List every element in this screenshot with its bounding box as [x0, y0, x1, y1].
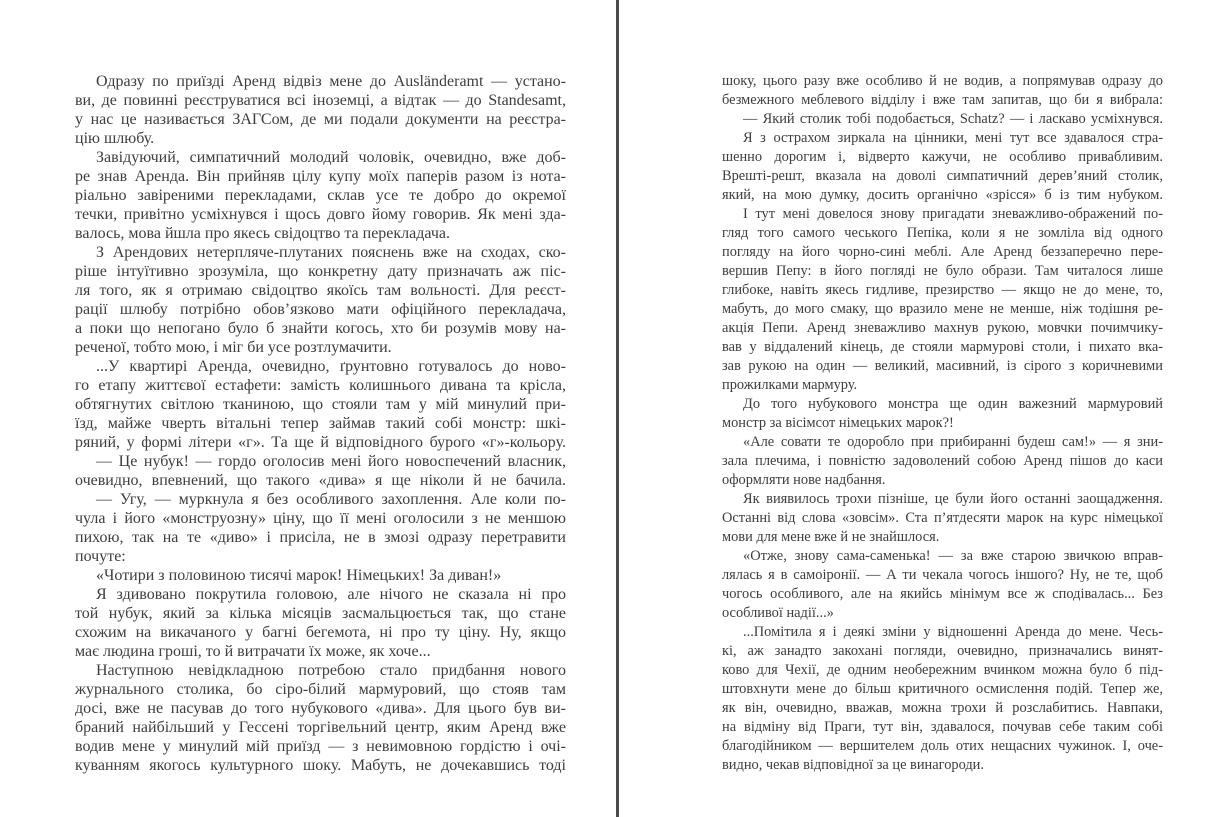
text-line: ля того, як я отримаю свідоцтво якоїсь там вольності. Для реєст- — [75, 282, 566, 299]
paragraph — [722, 205, 1163, 395]
text-line: ріально завіреними перекладами, склав усе те добро до окремої — [75, 187, 566, 204]
text-line: чогось особливого, але на якийсь мінімум все ж сподівалась... Без — [722, 586, 1163, 602]
text-line: ково для Чехії, де одним необережним вчинком можна було б під- — [722, 662, 1163, 678]
text-line: мови для мене вже й не знайшлося. — [722, 529, 940, 545]
text-line: оформляти нове надбання. — [722, 472, 886, 488]
paragraph — [722, 490, 1163, 547]
paragraph — [722, 433, 1163, 490]
text-line: ...Помітила я і деякі зміни у відношенні Аренда до мене. Чесь- — [743, 624, 1163, 640]
text-line: схожим на викачаного у багні бегемота, ні про ту ціну. Ну, якщо — [75, 624, 566, 641]
text-line: який, на мою думку, досить органічно «зрісся» б із тим нубуком. — [722, 187, 1163, 203]
paragraph — [722, 395, 1163, 433]
text-line: куванням якогось культурного шоку. Мабуть, не дочекавшись тоді — [75, 757, 566, 774]
text-line: кі, аж занадто закохані погляди, очевидно, призначались винят- — [722, 643, 1163, 659]
paragraph — [75, 490, 566, 566]
text-line: рації шлюбу потрібно обов’язково мати офіційного перекладача, — [75, 301, 566, 318]
text-line: гляд того самого чеського Пепіка, коли я не зомліла від одного — [722, 225, 1163, 241]
text-line: лялась я в самоіронії. — А ти чекала чогось іншого? Ну, не те, щоб — [722, 567, 1163, 583]
text-line: Одразу по приїзді Аренд відвіз мене до Ausländeramt — устано- — [96, 73, 566, 90]
text-line: чула і його «монструозну» ціну, що її мені оголосили з не меншою — [75, 510, 566, 527]
text-line: зала плечима, і повністю задоволений собою Аренд пішов до каси — [722, 453, 1163, 469]
text-line: мабуть, до мого смаку, що вразило мене не менше, ніж тодішня ре- — [722, 301, 1163, 317]
text-line: ряний, у формі літери «г». Та ще й відповідного бурого «г»-кольору. — [75, 434, 566, 451]
text-line: Врешті-решт, вказала на доволі симпатичний дерев’яний столик, — [722, 168, 1163, 184]
text-line: погляду на його чорно-сині меблі. Але Аренд беззаперечно пере- — [722, 244, 1163, 260]
paragraph — [75, 661, 566, 775]
text-line: шенно дорогим і, відверто кажучи, не особливо привабливим. — [722, 149, 1163, 165]
paragraph — [722, 129, 1163, 205]
text-line: вершив Пепу: в його погляді не було образи. Там читалося лише — [722, 263, 1163, 279]
text-line: течки, привітно усміхнувся і щось довго йому говорив. Як мені зда- — [75, 206, 566, 223]
text-line: очевидно, впевнений, що такого «дива» я ще ніколи й не бачила. — [75, 472, 566, 489]
paragraph — [75, 585, 566, 661]
text-line: у нас це називається ЗАГСом, де ми подали документи на реєстра- — [75, 111, 566, 128]
text-line: зав рукою на один — великий, масивний, із сірого з коричневими — [722, 358, 1163, 374]
text-line: Завідуючий, симпатичний молодий чоловік, очевидно, вже доб- — [96, 149, 566, 166]
text-line: журнального столика, бо сіро-білий мармуровий, що стояв там — [75, 681, 566, 698]
page-left — [75, 72, 566, 775]
text-line: браний найбільший у Гессені торгівельний центр, яким Аренд вже — [75, 719, 566, 736]
text-line: — Який столик тобі подобається, Schatz? — і ласкаво усміхнувся. — [743, 111, 1163, 127]
text-line: пихою, так на те «диво» і присіла, не в змозі одразу перетравити — [75, 529, 566, 546]
text-line: ре знав Аренда. Він прийняв цілу купу моїх паперів разом із нота- — [75, 168, 566, 185]
text-line: особливої надії...» — [722, 605, 834, 621]
text-line: монстр за вісімсот німецьких марок?! — [722, 415, 954, 431]
paragraph — [75, 566, 566, 585]
text-line: З Арендових нетерпляче-плутаних пояснень вже на сходах, ско- — [96, 244, 566, 261]
text-line: досі, вже не пасував до того нубукового «дива». Для цього був ви- — [75, 700, 566, 717]
text-line: шоку, цього разу вже особливо й не водив, а попрямував одразу до — [722, 73, 1163, 89]
text-line: благодійником — вершителем доль отих нещасних чужинок. І, оче- — [722, 738, 1163, 754]
text-line: го етапу життєвої естафети: замість колишнього дивана та крісла, — [75, 377, 566, 394]
text-line: Я з острахом зиркала на цінники, мені тут все здавалося стра- — [743, 130, 1163, 146]
text-line: ріше інтуїтивно зрозуміла, що конкретну дату призначать аж піс- — [75, 263, 566, 280]
text-line: штовхнути мене до більш критичного осмислення подій. Тепер же, — [722, 681, 1163, 697]
text-line: почуте: — [75, 548, 126, 565]
text-line: водив мене у минулий мій приїзд — з невимовною гордістю і очі- — [75, 738, 566, 755]
text-line: прожилками мармуру. — [722, 377, 858, 393]
text-line: глибоке, навіть якесь гидливе, презирство — якщо не до мене, то, — [722, 282, 1163, 298]
paragraph — [722, 72, 1163, 110]
text-line: цію шлюбу. — [75, 130, 155, 147]
text-line: «Але совати те одоробло при прибиранні будеш сам!» — я зни- — [743, 434, 1163, 450]
text-line: той нубук, який за кілька місяців засмальцюється так, що стане — [75, 605, 566, 622]
text-line: Останні від слова «зовсім». Ста п’ятдесяти марок на курс німецької — [722, 510, 1163, 526]
text-line: безмежного меблевого відділу і вже там запитав, що би я вибрала: — [722, 92, 1163, 108]
paragraph — [75, 243, 566, 357]
paragraph — [722, 110, 1163, 129]
page-divider — [616, 0, 619, 817]
text-line: Я здивовано покрутила головою, але нічого не сказала ні про — [96, 586, 566, 603]
text-line: Як виявилось трохи пізніше, це були його останні заощадження. — [743, 491, 1163, 507]
text-line: «Отже, знову сама-саменька! — за вже старою звичкою вправ- — [743, 548, 1163, 564]
paragraph — [75, 452, 566, 490]
text-line: має людина гроші, то й витрачати їх може, як хоче... — [75, 643, 431, 660]
text-line: обтягнутих світлою тканиною, що стояли там у мій минулий при- — [75, 396, 566, 413]
page-right — [722, 72, 1163, 775]
paragraph — [75, 148, 566, 243]
text-line: — Це нубук! — гордо оголосив мені його новоспечений власник, — [96, 453, 566, 470]
paragraph — [75, 72, 566, 148]
text-line: «Чотири з половиною тисячі марок! Німецьких! За диван!» — [96, 567, 502, 584]
text-line: ...У квартирі Аренда, очевидно, ґрунтовно готувалось до ново- — [96, 358, 566, 375]
text-line: як він, очевидно, вважав, можна трохи й розслабитись. Навпаки, — [722, 700, 1163, 716]
text-line: видно, чекав відповідної за це винагороди. — [722, 757, 984, 773]
text-line: Наступною невідкладною потребою стало придбання нового — [96, 662, 566, 679]
text-line: а поки що непогано було б знайти когось, хто би розумів мову на- — [75, 320, 566, 337]
text-line: реченої, тобто мою, і міг би усе розтлумачити. — [75, 339, 392, 356]
text-line: — Угу, — муркнула я без особливого захоплення. Але коли по- — [96, 491, 566, 508]
text-line: їзд, майже чверть вітальні тепер займав такий собі монстр: шкі- — [75, 415, 566, 432]
text-line: на відміну від Праги, тут він, здавалося, почував себе таким собі — [722, 719, 1163, 735]
paragraph — [722, 623, 1163, 775]
text-line: валось, мова йшла про якесь свідоцтво та перекладача. — [75, 225, 451, 242]
text-line: До того нубукового монстра ще один важезний мармуровий — [743, 396, 1163, 412]
text-line: вав у віддалений кінець, де стояли мармурові столи, і пихато вка- — [722, 339, 1163, 355]
text-line: ви, де повинні реєструватися всі іноземці, а відтак — до Standesamt, — [75, 92, 566, 109]
paragraph — [722, 547, 1163, 623]
text-line: акція Пепи. Аренд зневажливо махнув рукою, мовчки почимчику- — [722, 320, 1163, 336]
text-line: І тут мені довелося знову пригадати зневажливо-ображений по- — [743, 206, 1163, 222]
paragraph — [75, 357, 566, 452]
